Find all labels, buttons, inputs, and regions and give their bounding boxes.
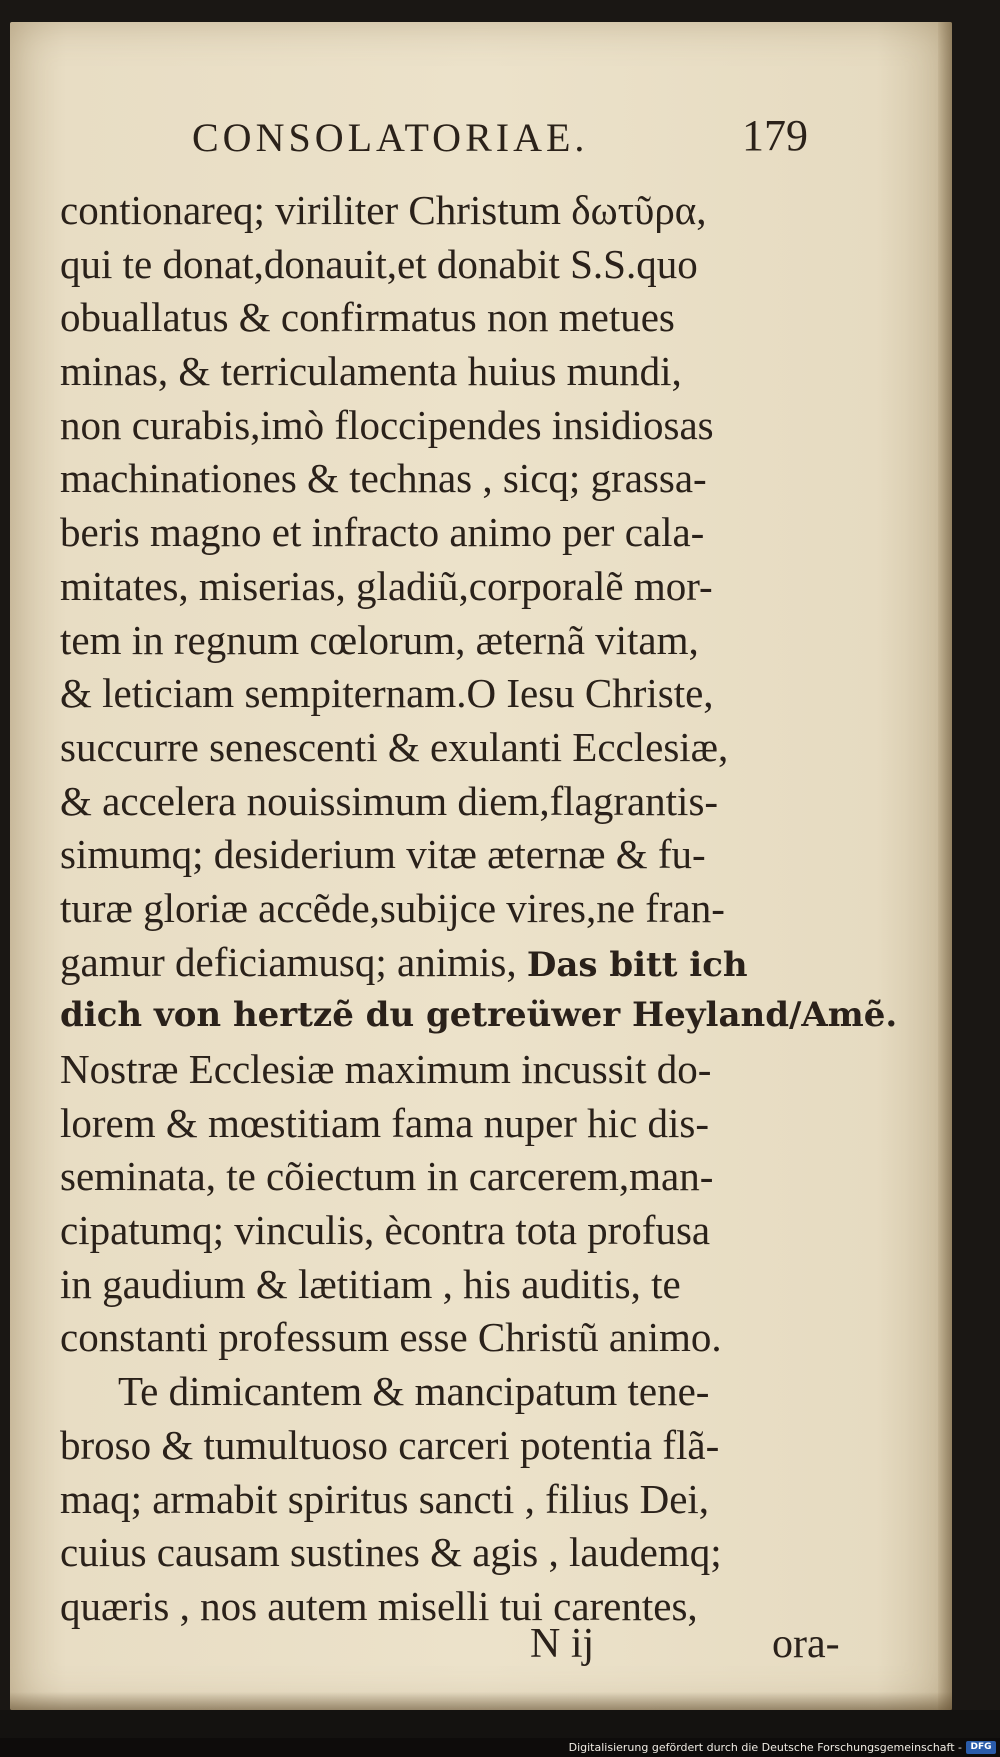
text-line: succurre senescenti & exulanti Ecclesiæ, xyxy=(60,723,729,770)
text-line: Nostræ Ecclesiæ maximum incussit do- xyxy=(60,1046,712,1092)
text-line: tem in regnum cœlorum, æternã vitam, xyxy=(60,616,699,663)
text-line: in gaudium & lætitiam , his auditis, te xyxy=(60,1260,681,1307)
dfg-logo-icon: DFG xyxy=(966,1741,996,1754)
text-line: turæ gloriæ accẽde,subijce vires,ne fran- xyxy=(60,884,725,931)
text-line-mixed xyxy=(60,936,880,990)
text-line: & leticiam sempiternam.O Iesu Christe, xyxy=(60,670,714,717)
text-line: maq; armabit spiritus sancti , filius Dei, xyxy=(60,1475,710,1522)
blackletter-fragment: Das bitt ich xyxy=(526,944,748,985)
book-page xyxy=(10,22,952,1710)
text-line: non curabis,imò floccipendes insidiosas xyxy=(60,401,714,448)
text-line: cipatumq; vinculis, ècontra tota profusa xyxy=(60,1207,711,1254)
running-head-title: CONSOLATORIAE. xyxy=(192,115,589,160)
text-line: constanti professum esse Christũ animo. xyxy=(60,1314,722,1361)
text-line: cuius causam sustines & agis , laudemq; xyxy=(60,1529,722,1576)
signature-line xyxy=(10,1620,952,1680)
text-line: & accelera nouissimum diem,flagrantis- xyxy=(60,777,719,824)
page-number: 179 xyxy=(742,111,808,160)
text-line: simumq; desiderium vitæ æternæ & fu- xyxy=(60,831,706,878)
scan-border xyxy=(0,1710,1000,1738)
text-line: obuallatus & confirmatus non metues xyxy=(60,294,675,341)
text-line: machinationes & technas , sicq; grassa- xyxy=(60,455,707,502)
text-line: quæris , nos autem miselli tui carentes, xyxy=(60,1582,698,1629)
running-head xyxy=(10,111,952,174)
latin-fragment: gamur deficiamusq; animis, xyxy=(60,938,517,985)
text-line: mitates, miserias, gladiũ,corporalẽ mor- xyxy=(60,562,713,609)
text-line: qui te donat,donauit,et donabit S.S.quo xyxy=(60,240,698,287)
signature-mark: N ij xyxy=(530,1621,595,1667)
paragraph-first-line: Te dimicantem & mancipatum tene- xyxy=(118,1368,710,1415)
footer-credit: Digitalisierung gefördert durch die Deutsche Forschungsgemeinschaft - xyxy=(568,1741,962,1754)
page-bottom-shadow xyxy=(10,1692,952,1710)
text-line: seminata, te cõiectum in carcerem,man- xyxy=(60,1153,714,1200)
text-line: contionareq; viriliter Christum δωτῦρα, xyxy=(60,187,707,233)
catchword: ora- xyxy=(772,1621,840,1667)
body-text xyxy=(60,184,898,1634)
text-line: lorem & mœstitiam fama nuper hic dis- xyxy=(60,1099,710,1146)
text-line: beris magno et infracto animo per cala- xyxy=(60,509,705,556)
page-edge-shadow xyxy=(938,22,952,1710)
text-line: broso & tumultuoso carceri potentia flã- xyxy=(60,1421,720,1468)
blackletter-line: dich von hertzẽ du getreüwer Heyland/Amẽ. xyxy=(60,995,898,1036)
text-line: minas, & terriculamenta huius mundi, xyxy=(60,348,682,395)
